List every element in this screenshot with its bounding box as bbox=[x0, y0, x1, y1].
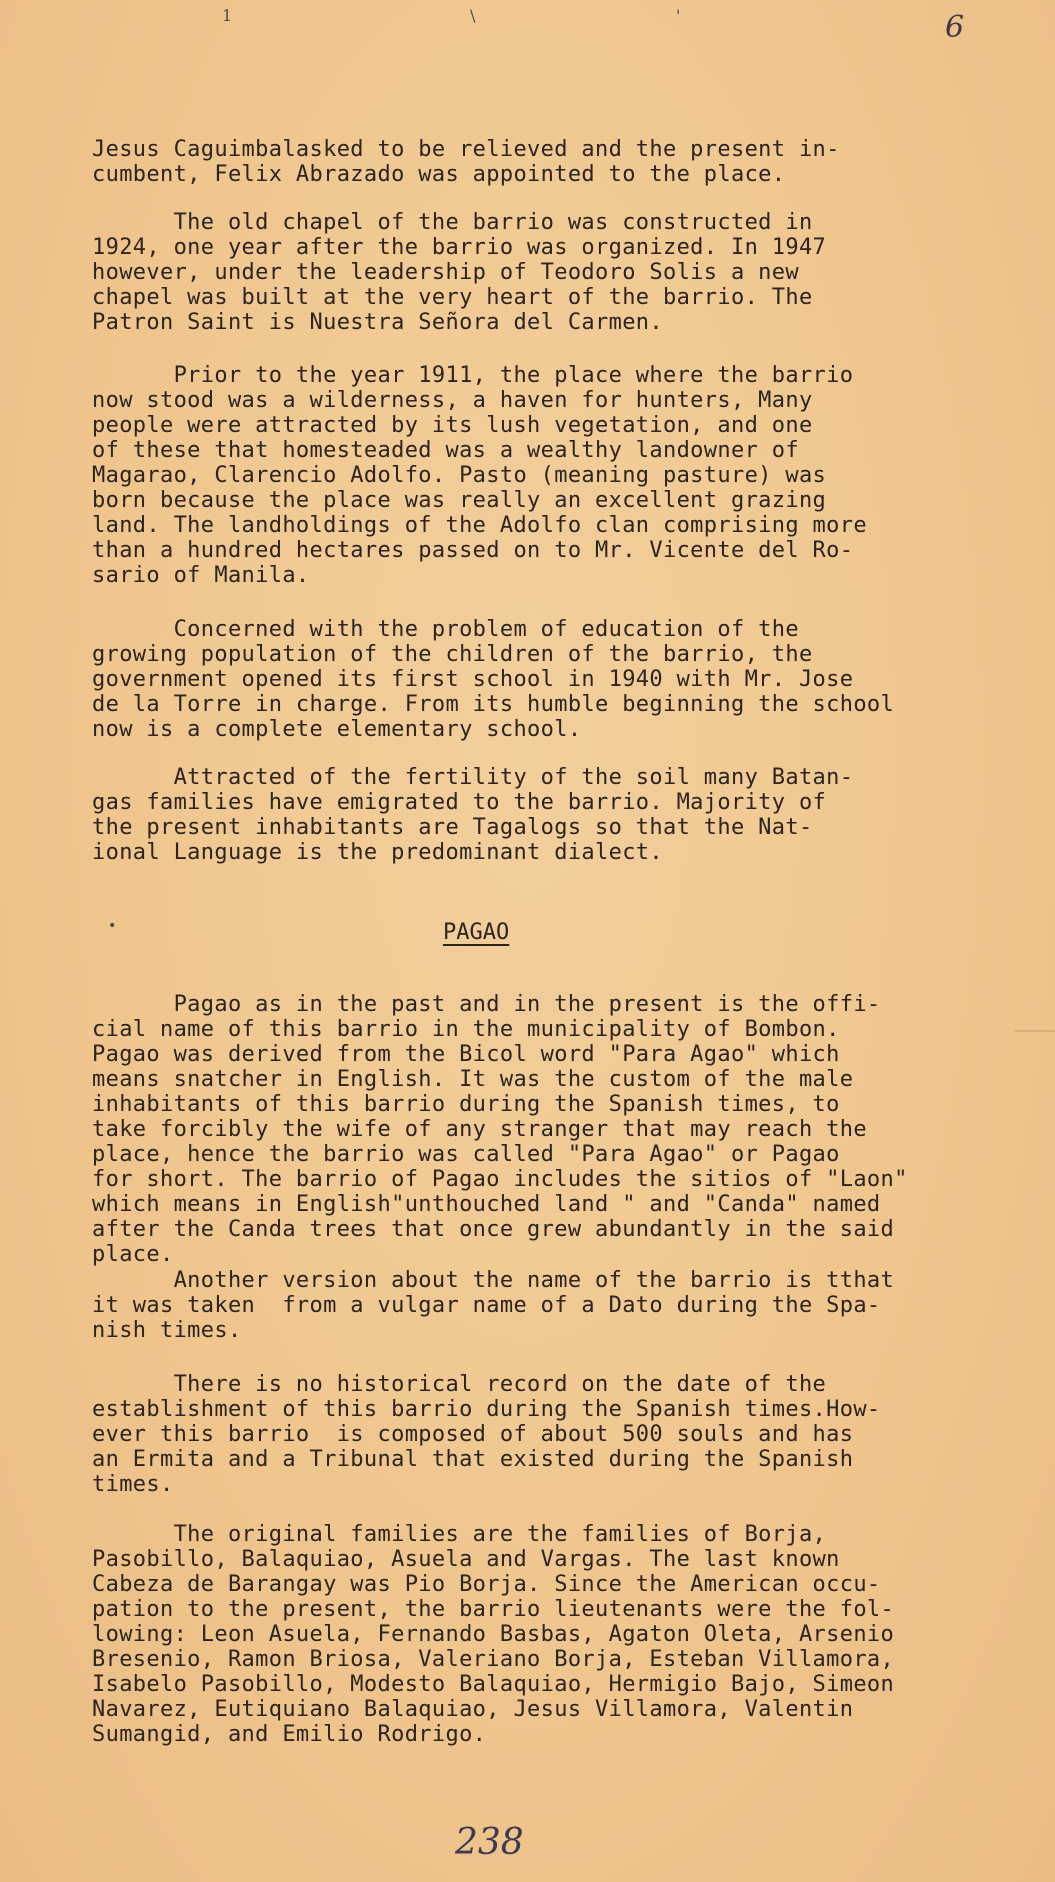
paragraph-2: The old chapel of the barrio was constructed in 1924, one year after the barrio was organized. In 1947 however, under the leadership of Teodoro Solis a new chapel was built at the very heart of the barrio. The Patron Saint is Nuestra Señora del Carmen. bbox=[92, 210, 827, 335]
paragraph-3: Prior to the year 1911, the place where the barrio now stood was a wilderness, a haven for hunters, Many people were attracted by its lush vegetation, and one of these that homesteaded was a wealthy landowner of Magarao, Clarencio Adolfo. Pasto (meaning pasture) was born because the place was really an excellent grazing land. The landholdings of the Adolfo clan comprising more than a hundred hectares passed on to Mr. Vicente del Ro- sario of Manila. bbox=[92, 363, 867, 588]
section-heading: PAGAO bbox=[443, 920, 510, 945]
page-number: 6 bbox=[945, 10, 965, 45]
paragraph-9: The original families are the families of Borja, Pasobillo, Balaquiao, Asuela and Vargas. The last known Cabeza de Barangay was Pio Borja. Since the American occu- pation to the present, the barrio lieutenants were the fol- lowing: Leon Asuela, Fernando Basbas, Agaton Oleta, Arsenio Bresenio, Ramon Briosa, Valeriano Borja, Esteban Villamora, Isabelo Pasobillo, Modesto Balaquiao, Hermigio Bajo, Simeon Navarez, Eutiquiano Balaquiao, Jesus Villamora, Valentin Sumangid, and Emilio Rodrigo. bbox=[92, 1522, 895, 1747]
top-mark-2: \ bbox=[470, 6, 476, 25]
bullet-mark: • bbox=[108, 918, 117, 934]
top-mark-3: ' bbox=[676, 6, 681, 25]
paragraph-6: Pagao as in the past and in the present is the offi- cial name of this barrio in the municipality of Bombon. Pagao was derived from the Bicol word "Para Agao" which means snatcher in English. It was the custom of the male inhabitants of this barrio during the Spanish times, to take forcibly the wife of any stranger that may reach the place, hence the barrio was called "Para Agao" or Pagao for short. The barrio of Pagao includes the sitios of "Laon" which means in English"unthouched land " and "Canda" named after the Canda trees that once grew abundantly in the said place. bbox=[92, 992, 908, 1267]
fold-mark bbox=[1015, 1030, 1055, 1032]
footer-number: 238 bbox=[455, 1822, 524, 1863]
paragraph-8: There is no historical record on the date of the establishment of this barrio during the Spanish times.How- ever this barrio is composed of about 500 souls and has an Ermita and a Tribunal that existed during the Spanish times. bbox=[92, 1372, 881, 1497]
paragraph-1: Jesus Caguimbalasked to be relieved and the present in- cumbent, Felix Abrazado was appointed to the place. bbox=[92, 137, 840, 187]
paragraph-5: Attracted of the fertility of the soil many Batan- gas families have emigrated to the barrio. Majority of the present inhabitants are Tagalogs so that the Nat- ional Language is the predominant dialect. bbox=[92, 765, 854, 865]
paragraph-4: Concerned with the problem of education of the growing population of the children of the barrio, the government opened its first school in 1940 with Mr. Jose de la Torre in charge. From its humble beginning the school now is a complete elementary school. bbox=[92, 617, 895, 742]
paragraph-7: Another version about the name of the barrio is tthat it was taken from a vulgar name of a Dato during the Spa- nish times. bbox=[92, 1268, 895, 1343]
top-mark-1: 1 bbox=[222, 6, 233, 25]
